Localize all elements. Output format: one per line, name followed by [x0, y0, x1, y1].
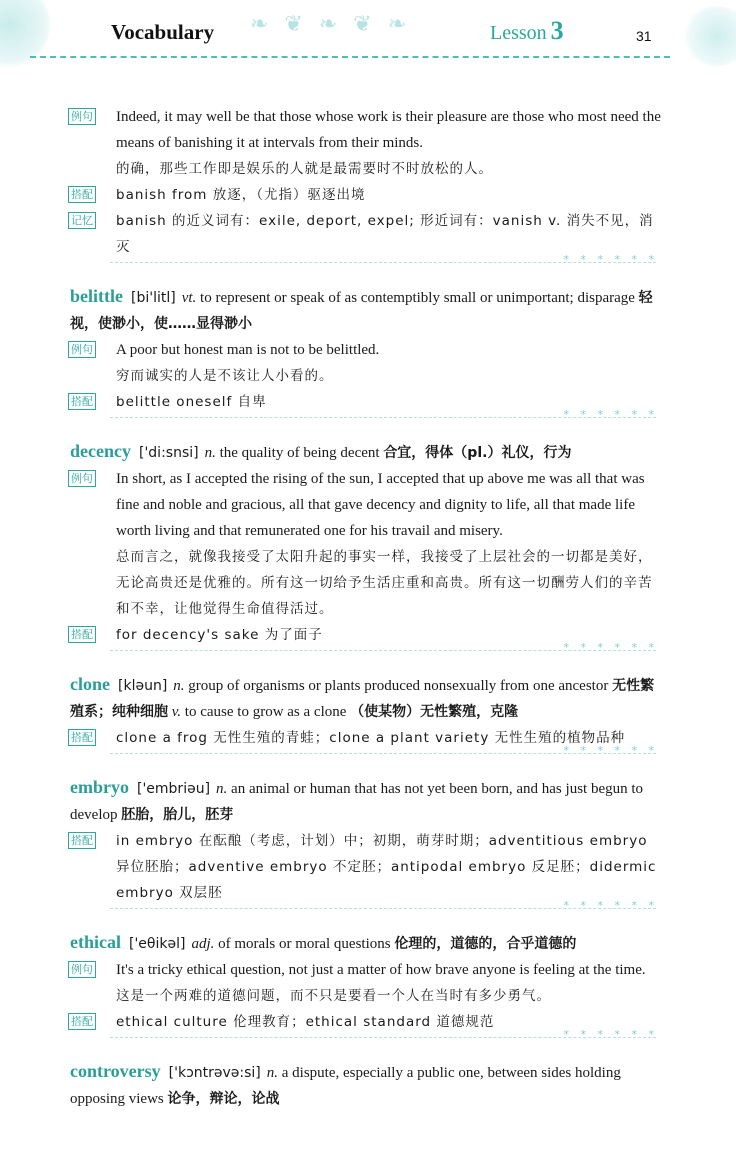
example-tag: 例句: [68, 341, 96, 358]
memory-text: banish 的近义词有：exile, deport, expel; 形近词有：vanish v. 消失不见，消灭: [116, 213, 654, 255]
part-of-speech: n.: [204, 445, 216, 461]
phonetic: [kləun]: [118, 678, 168, 694]
headword-row: [0, 671, 736, 725]
part-of-speech: adj.: [191, 936, 215, 952]
header-rule: [30, 56, 670, 58]
entry-separator: [110, 744, 658, 768]
lesson-word: Lesson: [490, 22, 547, 44]
example-cn: 总而言之，就像我接受了太阳升起的事实一样，我接受了上层社会的一切都是美好，无论高贵还是优雅的。所有这一切给予生活庄重和高贵。所有这一切酬劳人们的辛苦和不幸，让他觉得生命值得活过。: [116, 549, 653, 617]
collocation-tag: 搭配: [68, 1013, 96, 1030]
part-of-speech-2: v.: [171, 704, 182, 720]
entry-banish-continued: [0, 104, 736, 277]
separator-stars: * * * * * *: [563, 641, 658, 654]
entry-decency: [0, 438, 736, 665]
entry-separator: [110, 408, 658, 432]
section-title: Vocabulary: [111, 20, 215, 44]
collocation-text: belittle oneself 自卑: [116, 394, 267, 410]
headword: decency: [70, 441, 131, 461]
definition-cn: 轻视，使渺小，使……显得渺小: [70, 290, 653, 332]
leaf-decoration: ❧❦❧❦❧: [250, 12, 423, 37]
part-of-speech: n.: [216, 781, 228, 797]
headword: ethical: [70, 932, 121, 952]
headword: belittle: [70, 286, 123, 306]
example-cn: 的确，那些工作即是娱乐的人就是最需要时不时放松的人。: [116, 161, 493, 177]
phonetic: ['embriəu]: [136, 781, 211, 797]
entry-separator: [110, 899, 658, 923]
part-of-speech: n.: [173, 678, 185, 694]
entry-embryo: [0, 774, 736, 923]
definition-en: the quality of being decent: [219, 445, 380, 461]
lesson-number: 3: [550, 16, 564, 45]
example-en: In short, as I accepted the rising of the sun, I accepted that up above me was all that was fine and noble and gracious, all that gave decency and dignity to life, all that made life worth living and that remunerated one for his travail and misery.: [116, 471, 645, 539]
example-cn: 穷而诚实的人是不该让人小看的。: [116, 368, 334, 384]
definition-cn: 无性繁殖系；纯种细胞: [70, 678, 655, 720]
collocation-row: [0, 828, 736, 906]
phonetic: ['di:snsi]: [138, 445, 199, 461]
headword-row: [0, 438, 736, 466]
example-en: Indeed, it may well be that those whose work is their pleasure are those who most need the means of banishing it at intervals from their minds.: [116, 109, 661, 151]
separator-stars: * * * * * *: [563, 899, 658, 912]
headword: controversy: [70, 1061, 161, 1081]
memory-tag: 记忆: [68, 212, 96, 229]
part-of-speech: n.: [266, 1065, 279, 1081]
collocation-text: banish from 放逐，（尤指）驱逐出境: [116, 187, 366, 203]
headword-row: [0, 929, 736, 957]
collocation-text: in embryo 在酝酿（考虑，计划）中；初期，萌芽时期；adventitious embryo 异位胚胎；adventive embryo 不定胚；antipodal embryo 反足胚；didermic embryo 双层胚: [116, 833, 657, 901]
example-row: [0, 104, 736, 182]
part-of-speech: vt.: [181, 290, 197, 306]
collocation-tag: 搭配: [68, 832, 96, 849]
definition-en: to represent or speak of as contemptibly small or unimportant; disparage: [200, 290, 635, 306]
definition-en: group of organisms or plants produced nonsexually from one ancestor: [188, 678, 609, 694]
entry-controversy: [0, 1058, 736, 1112]
lesson-label: [490, 16, 564, 46]
headword: embryo: [70, 777, 129, 797]
definition-en: of morals or moral questions: [218, 936, 391, 952]
headword-row: [0, 774, 736, 828]
entry-separator: [110, 253, 658, 277]
entry-ethical: [0, 929, 736, 1052]
collocation-row: [0, 182, 736, 208]
example-tag: 例句: [68, 470, 96, 487]
definition2-cn: （使某物）无性繁殖，克隆: [350, 704, 519, 720]
headword-row: [0, 283, 736, 337]
collocation-tag: 搭配: [68, 186, 96, 203]
headword: clone: [70, 674, 110, 694]
separator-stars: * * * * * *: [563, 1028, 658, 1041]
collocation-text: ethical culture 伦理教育；ethical standard 道德规范: [116, 1014, 495, 1030]
example-row: [0, 337, 736, 389]
phonetic: [bi'litl]: [130, 290, 176, 306]
definition-en: a dispute, especially a public one, between sides holding opposing views: [70, 1065, 621, 1107]
example-row: [0, 957, 736, 1009]
definition-cn: 胚胎，胎儿，胚芽: [121, 807, 234, 823]
example-en: A poor but honest man is not to be belittled.: [116, 342, 380, 358]
headword-row: [0, 1058, 736, 1112]
collocation-text: for decency's sake 为了面子: [116, 627, 323, 643]
vocabulary-list: [0, 104, 736, 1112]
definition-en: an animal or human that has not yet been born, and has just begun to develop: [70, 781, 644, 823]
collocation-tag: 搭配: [68, 393, 96, 410]
entry-belittle: [0, 283, 736, 432]
entry-clone: [0, 671, 736, 768]
collocation-text: clone a frog 无性生殖的青蛙；clone a plant variety 无性生殖的植物品种: [116, 730, 626, 746]
definition-cn: 合宜，得体（pl.）礼仪，行为: [383, 445, 572, 461]
entry-separator: [110, 641, 658, 665]
example-cn: 这是一个两难的道德问题，而不只是要看一个人在当时有多少勇气。: [116, 988, 551, 1004]
separator-stars: * * * * * *: [563, 408, 658, 421]
page-corner-decoration-right: [682, 6, 736, 66]
page-number: 31: [636, 28, 652, 44]
example-tag: 例句: [68, 961, 96, 978]
phonetic: ['kɔntrəvə:si]: [168, 1065, 261, 1081]
example-row: [0, 466, 736, 622]
collocation-tag: 搭配: [68, 729, 96, 746]
phonetic: ['eθikəl]: [129, 936, 186, 952]
collocation-tag: 搭配: [68, 626, 96, 643]
separator-stars: * * * * * *: [563, 744, 658, 757]
definition-cn: 伦理的，道德的，合乎道德的: [394, 936, 577, 952]
example-tag: 例句: [68, 108, 96, 125]
example-en: It's a tricky ethical question, not just a matter of how brave anyone is feeling at the time.: [116, 962, 646, 978]
definition2-en: to cause to grow as a clone: [184, 704, 347, 720]
entry-separator: [110, 1028, 658, 1052]
definition-cn: 论争，辩论，论战: [167, 1091, 280, 1107]
page-corner-decoration-left: [0, 0, 50, 70]
separator-stars: * * * * * *: [563, 253, 658, 266]
